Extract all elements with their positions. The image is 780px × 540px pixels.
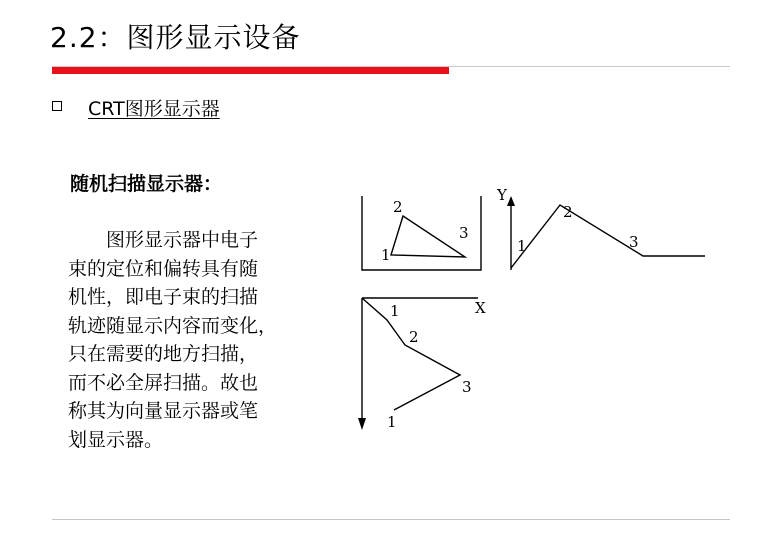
y-graph-path: [511, 205, 705, 268]
footer-divider: [52, 519, 730, 520]
screen-label-3: 3: [459, 224, 469, 242]
body-line: 图形显示器中电子: [106, 229, 259, 251]
body-line: 称其为向量显示器或笔: [68, 400, 259, 422]
body-line: 机性，即电子束的扫描: [68, 286, 259, 308]
screen-label-1: 1: [381, 246, 391, 264]
body-line: 只在需要的地方扫描，: [68, 343, 259, 365]
slide-title: 2.2：图形显示设备: [50, 21, 301, 54]
x-point-label-3: 3: [462, 378, 472, 396]
section-heading: 随机扫描显示器：: [70, 173, 223, 195]
body-line: 划显示器。: [68, 428, 164, 451]
x-point-label-1: 1: [390, 302, 400, 320]
screen-figure: [362, 196, 481, 270]
y-point-label-2: 2: [563, 203, 573, 221]
body-line: 而不必全屏扫描。故也: [68, 371, 259, 394]
x-point-label-4: 1: [387, 413, 397, 431]
x-point-label-2: 2: [409, 328, 419, 346]
body-line: 轨迹随显示内容而变化，: [68, 314, 278, 337]
x-graph-path: [362, 298, 460, 410]
bullet-crt-display: CRT图形显示器: [88, 98, 220, 120]
screen-label-2: 2: [393, 198, 403, 216]
y-axis-arrow-icon: [507, 196, 515, 206]
triangle-path: [391, 216, 465, 257]
y-point-label-3: 3: [629, 233, 639, 251]
yaxis-figure: [496, 186, 705, 270]
body-line: 束的定位和偏转具有随: [68, 257, 259, 280]
x-axis-label: X: [475, 299, 486, 317]
y-axis-label: Y: [497, 186, 507, 204]
xaxis-figure: [358, 298, 486, 431]
y-point-label-1: 1: [517, 237, 527, 255]
down-arrow-icon: [358, 418, 366, 430]
